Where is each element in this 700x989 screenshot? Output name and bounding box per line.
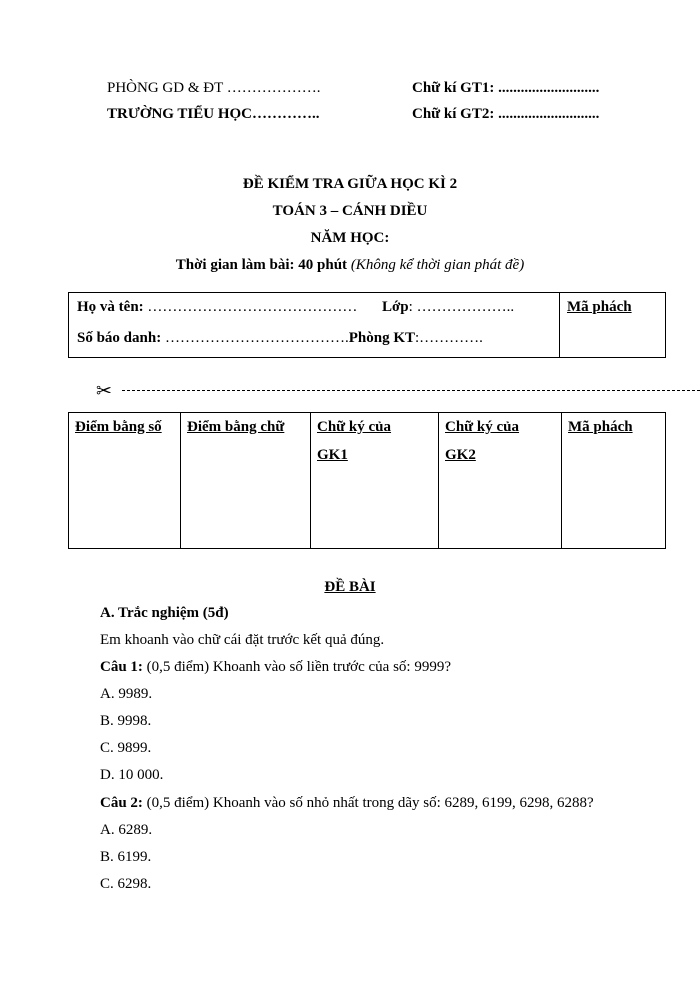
question-2-text: (0,5 điểm) Khoanh vào số nhỏ nhất trong dãy số: 6289, 6199, 6298, 6288? xyxy=(142,795,594,811)
name-label: Họ và tên: xyxy=(77,299,144,315)
grader-1-header-line1: Chữ ký của xyxy=(317,419,392,435)
question-2-option-a: A. 6289. xyxy=(100,822,153,838)
section-a-heading: A. Trắc nghiệm (5đ) xyxy=(100,605,229,621)
question-2-option-b: B. 6199. xyxy=(100,849,152,865)
grader-2-header-line2: GK2 xyxy=(445,447,476,463)
grader-1-cell xyxy=(311,413,439,549)
student-id-label: Số báo danh: xyxy=(77,330,162,346)
score-words-cell xyxy=(181,413,311,549)
time-note: (Không kể thời gian phát đề) xyxy=(350,257,525,273)
time-line xyxy=(0,257,700,274)
question-1 xyxy=(100,659,451,676)
student-id-row xyxy=(77,330,483,347)
question-2-label: Câu 2: xyxy=(100,795,143,811)
instruction-text: Em khoanh vào chữ cái đặt trước kết quả đúng. xyxy=(100,632,385,648)
question-2-option-c: C. 6298. xyxy=(100,876,152,892)
question-1-text: (0,5 điểm) Khoanh vào số liền trước của số: 9999? xyxy=(142,659,451,675)
grader-1-header-line2: GK1 xyxy=(317,447,348,463)
score-number-header: Điểm bằng số xyxy=(75,419,162,435)
score-number-cell xyxy=(69,413,181,549)
score-words-header: Điểm bằng chữ xyxy=(187,419,285,435)
scissors-icon: ✂ xyxy=(96,381,112,402)
question-1-option-a: A. 9989. xyxy=(100,686,153,702)
question-1-label: Câu 1: xyxy=(100,659,143,675)
grader-2-cell xyxy=(439,413,562,549)
class-dots: : ……………….. xyxy=(408,299,515,315)
school-line: TRƯỜNG TIỂU HỌC………….. xyxy=(107,106,320,122)
class-row xyxy=(382,299,514,316)
question-1-option-d: D. 10 000. xyxy=(100,767,164,783)
name-row xyxy=(77,299,357,316)
exam-heading: ĐỀ BÀI xyxy=(324,579,376,595)
exam-room-label: Phòng KT xyxy=(348,330,415,346)
exam-title: ĐỀ KIỂM TRA GIỮA HỌC KÌ 2 xyxy=(242,176,458,192)
grader-2-header-line1: Chữ ký của xyxy=(445,419,520,435)
question-2 xyxy=(100,795,594,812)
exam-room-dots: :…………. xyxy=(415,330,483,346)
school-year: NĂM HỌC: xyxy=(310,230,390,246)
student-info-box xyxy=(68,292,666,358)
question-1-option-b: B. 9998. xyxy=(100,713,152,729)
exam-subject: TOÁN 3 – CÁNH DIỀU xyxy=(272,203,428,219)
secret-code-label: Mã phách xyxy=(567,299,632,315)
supervisor-1-signature: Chữ kí GT1: ........................... xyxy=(412,80,600,96)
class-label: Lớp xyxy=(382,299,409,315)
info-box-divider xyxy=(559,293,560,357)
cut-line xyxy=(122,390,700,391)
department-line: PHÒNG GD & ĐT ………………. xyxy=(107,80,321,96)
secret-code-cell xyxy=(562,413,666,549)
question-1-option-c: C. 9899. xyxy=(100,740,152,756)
time-label: Thời gian làm bài: 40 phút xyxy=(175,257,348,273)
student-id-dots: ………………………………. xyxy=(161,330,349,346)
secret-code-header: Mã phách xyxy=(568,419,633,435)
name-dots: …………………………………… xyxy=(143,299,358,315)
supervisor-2-signature: Chữ kí GT2: ........................... xyxy=(412,106,600,122)
grading-table xyxy=(68,412,666,549)
